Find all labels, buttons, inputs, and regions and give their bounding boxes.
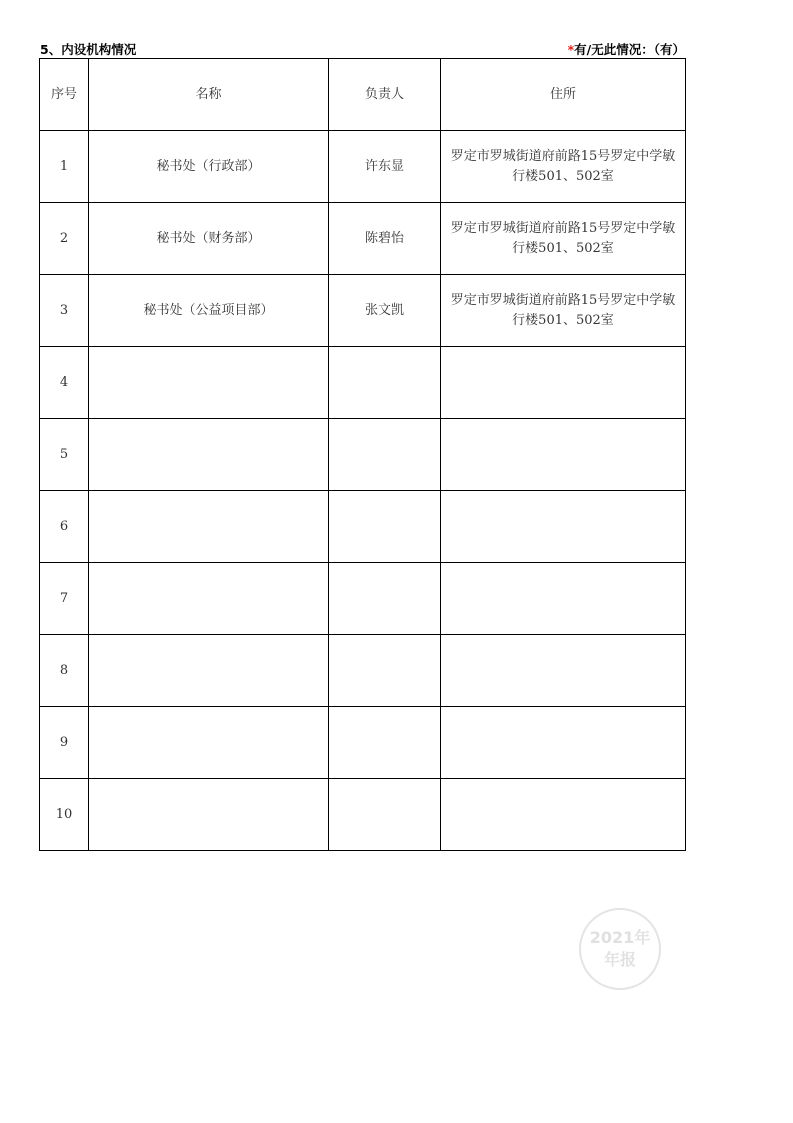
annual-report-seal	[579, 908, 661, 990]
cell-name	[89, 707, 329, 779]
cell-person: 张文凯	[329, 275, 441, 347]
section-header	[40, 40, 685, 58]
cell-person	[329, 635, 441, 707]
header-address: 住所	[441, 59, 686, 131]
cell-address: 罗定市罗城街道府前路15号罗定中学敏行楼501、502室	[441, 275, 686, 347]
table-row	[40, 203, 686, 275]
internal-departments-table	[39, 58, 686, 851]
cell-person: 许东显	[329, 131, 441, 203]
cell-address	[441, 563, 686, 635]
cell-name	[89, 779, 329, 851]
table-row	[40, 707, 686, 779]
cell-address: 罗定市罗城街道府前路15号罗定中学敏行楼501、502室	[441, 203, 686, 275]
cell-name	[89, 347, 329, 419]
cell-index: 4	[40, 347, 89, 419]
cell-address	[441, 491, 686, 563]
section-title: 5、内设机构情况	[40, 42, 137, 57]
cell-index: 2	[40, 203, 89, 275]
table-row	[40, 275, 686, 347]
cell-address: 罗定市罗城街道府前路15号罗定中学敏行楼501、502室	[441, 131, 686, 203]
required-mark: *	[567, 42, 575, 57]
table-row	[40, 131, 686, 203]
seal-year: 2021年	[589, 928, 651, 947]
availability-label: 有/无此情况：（有）	[574, 42, 685, 57]
cell-index: 9	[40, 707, 89, 779]
header-person: 负责人	[329, 59, 441, 131]
cell-index: 8	[40, 635, 89, 707]
table-header-row	[40, 59, 686, 131]
cell-person	[329, 419, 441, 491]
cell-name	[89, 563, 329, 635]
cell-name: 秘书处（行政部）	[89, 131, 329, 203]
availability-status	[568, 40, 685, 58]
cell-name	[89, 491, 329, 563]
cell-address	[441, 779, 686, 851]
cell-person	[329, 347, 441, 419]
cell-address	[441, 419, 686, 491]
cell-name	[89, 635, 329, 707]
header-name: 名称	[89, 59, 329, 131]
cell-index: 10	[40, 779, 89, 851]
cell-index: 3	[40, 275, 89, 347]
cell-person	[329, 779, 441, 851]
table-row	[40, 419, 686, 491]
seal-text: 年报	[603, 950, 636, 969]
cell-index: 5	[40, 419, 89, 491]
cell-person	[329, 707, 441, 779]
cell-person	[329, 491, 441, 563]
cell-address	[441, 635, 686, 707]
cell-name	[89, 419, 329, 491]
table-row	[40, 347, 686, 419]
table-row	[40, 491, 686, 563]
header-index: 序号	[40, 59, 89, 131]
cell-address	[441, 347, 686, 419]
cell-address	[441, 707, 686, 779]
cell-name: 秘书处（财务部）	[89, 203, 329, 275]
cell-name: 秘书处（公益项目部）	[89, 275, 329, 347]
table-row	[40, 635, 686, 707]
cell-index: 7	[40, 563, 89, 635]
cell-person	[329, 563, 441, 635]
table-row	[40, 563, 686, 635]
cell-index: 6	[40, 491, 89, 563]
cell-index: 1	[40, 131, 89, 203]
table-row	[40, 779, 686, 851]
cell-person: 陈碧怡	[329, 203, 441, 275]
